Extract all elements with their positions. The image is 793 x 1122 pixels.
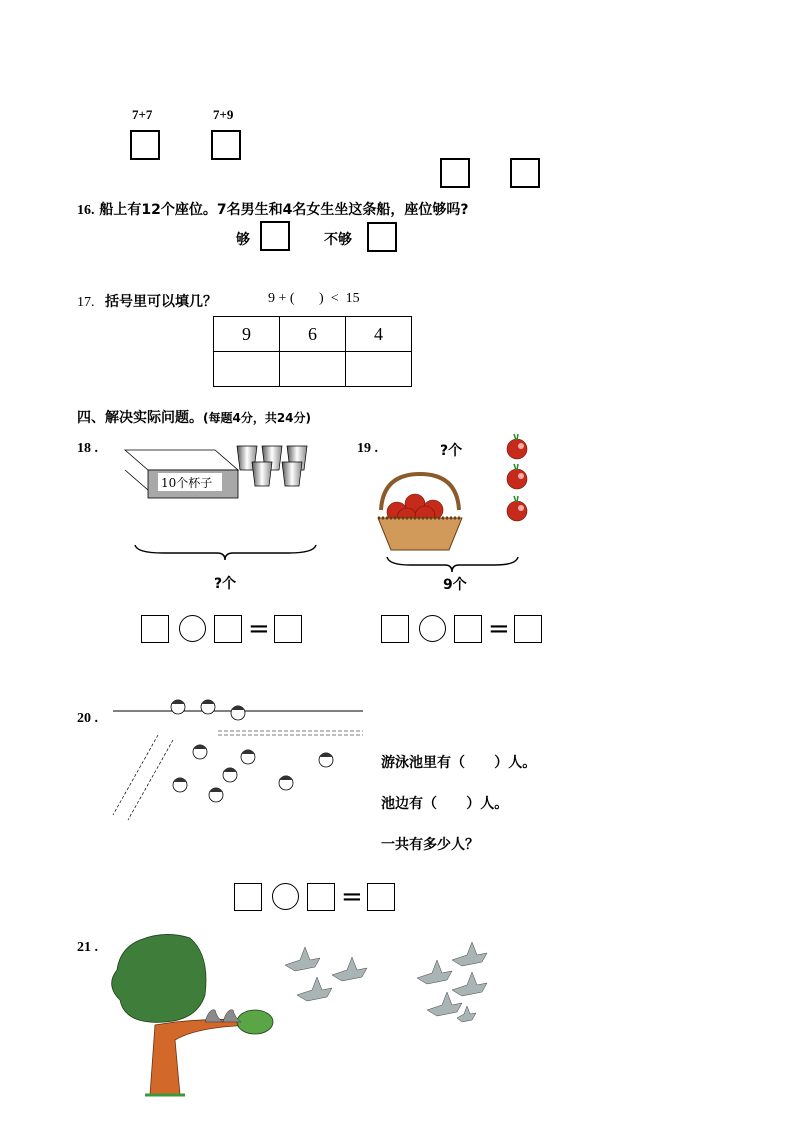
- answer-box-b[interactable]: [510, 158, 540, 188]
- result-box[interactable]: [514, 615, 542, 643]
- inequality-expression: 9 + ( ) < 15: [268, 291, 360, 306]
- equation-box[interactable]: [454, 615, 482, 643]
- swimming-pool-illustration: [108, 695, 366, 825]
- operator-circle[interactable]: [419, 615, 446, 642]
- edge-count-line: 池边有（ ）人。: [381, 796, 509, 812]
- section-note: (每题4分，共24分): [203, 411, 312, 425]
- brace-label: 9个: [443, 577, 467, 593]
- cups-icon: [232, 440, 312, 496]
- operator-circle[interactable]: [179, 615, 206, 642]
- equation-box[interactable]: [141, 615, 169, 643]
- operator-circle[interactable]: [272, 883, 299, 910]
- choice-cell: 9: [214, 317, 280, 352]
- question-number: 18 .: [77, 441, 98, 456]
- equation-box[interactable]: [234, 883, 262, 911]
- question-16-text: [77, 199, 468, 219]
- section-4-heading: [77, 407, 311, 427]
- answer-cell[interactable]: [346, 352, 412, 387]
- answer-cell[interactable]: [280, 352, 346, 387]
- brace-icon: [385, 555, 520, 573]
- choice-cell: 4: [346, 317, 412, 352]
- brace-label: ?个: [214, 576, 237, 592]
- question-number: 21 .: [77, 940, 98, 955]
- choice-cell: 6: [280, 317, 346, 352]
- question-17-text: [77, 291, 217, 311]
- loose-apples-icon: [503, 432, 535, 528]
- equals-sign: =: [248, 614, 270, 644]
- box-label: 10个杯子: [161, 476, 213, 490]
- option-no-label: 不够: [324, 232, 352, 248]
- label-7-plus-7: 7+7: [132, 107, 153, 122]
- flying-birds-group-a-icon: [280, 945, 375, 1015]
- flying-birds-group-b-icon: [412, 940, 492, 1025]
- unknown-label: ?个: [440, 443, 463, 459]
- question-number: 20 .: [77, 711, 98, 726]
- choices-table: [213, 316, 412, 387]
- tree-with-birds-icon: [105, 930, 280, 1100]
- option-yes-box[interactable]: [260, 221, 290, 251]
- option-yes-label: 够: [236, 232, 250, 248]
- result-box[interactable]: [367, 883, 395, 911]
- result-box[interactable]: [274, 615, 302, 643]
- question-text: 括号里可以填几？: [104, 294, 217, 310]
- question-text: 船上有12个座位。7名男生和4名女生坐这条船，座位够吗?: [99, 202, 469, 218]
- answer-box-7-plus-7[interactable]: [130, 130, 160, 160]
- equation-box[interactable]: [307, 883, 335, 911]
- equation-box[interactable]: [381, 615, 409, 643]
- pool-count-line: 游泳池里有（ ）人。: [381, 755, 537, 771]
- equation-box[interactable]: [214, 615, 242, 643]
- answer-box-a[interactable]: [440, 158, 470, 188]
- section-title: 四、解决实际问题。: [77, 410, 203, 426]
- answer-box-7-plus-9[interactable]: [211, 130, 241, 160]
- equals-sign: =: [341, 882, 363, 912]
- question-number: 19 .: [357, 441, 378, 456]
- total-question-line: 一共有多少人？: [381, 837, 479, 853]
- brace-icon: [133, 543, 318, 561]
- equals-sign: =: [488, 614, 510, 644]
- answer-cell[interactable]: [214, 352, 280, 387]
- question-number: 16.: [77, 203, 95, 218]
- label-7-plus-9: 7+9: [213, 107, 234, 122]
- question-number: 17.: [77, 295, 95, 310]
- option-no-box[interactable]: [367, 222, 397, 252]
- apple-basket-icon: [375, 470, 465, 552]
